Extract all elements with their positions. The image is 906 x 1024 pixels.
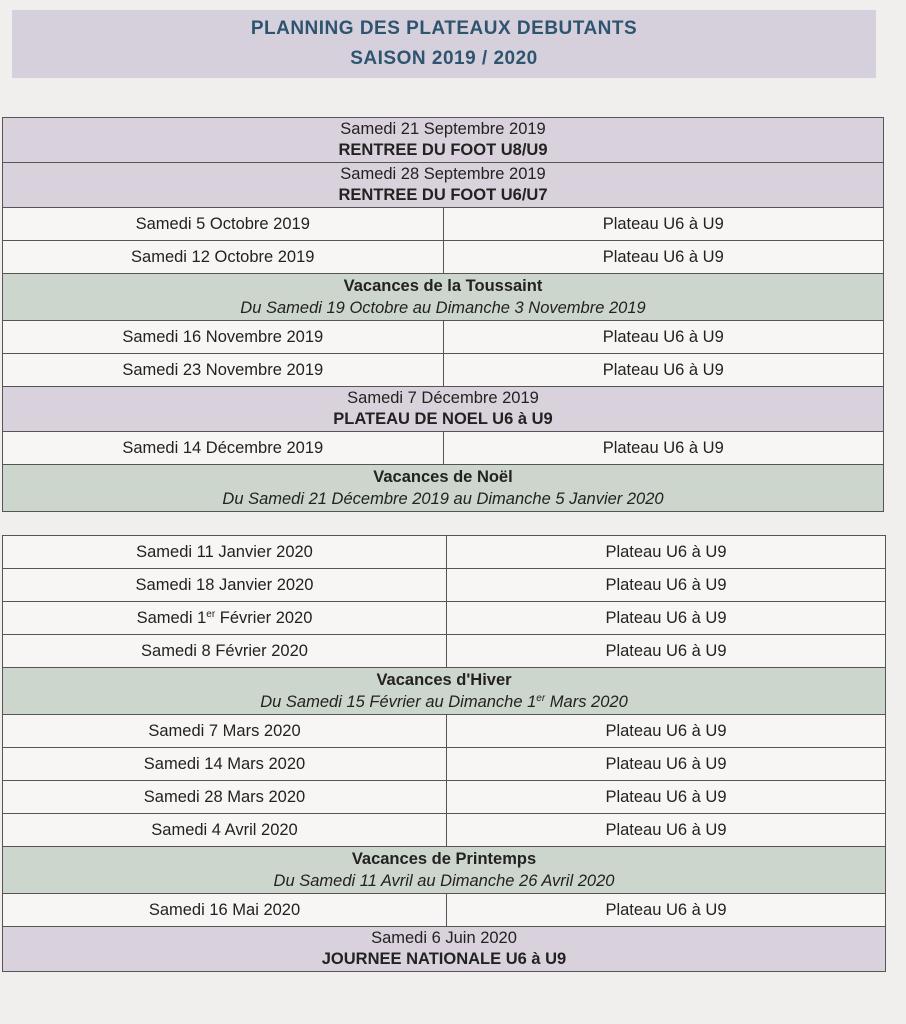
table-row [3,781,886,814]
date-cell: Samedi 16 Novembre 2019 [3,321,444,354]
event-cell: Plateau U6 à U9 [443,432,884,465]
holiday-range-text-rest: Mars 2020 [545,693,628,711]
date-cell: Samedi 5 Octobre 2019 [3,208,444,241]
event-date: Samedi 21 Septembre 2019 [340,120,546,138]
event-cell: Plateau U6 à U9 [447,635,886,668]
holiday-range: Du Samedi 11 Avril au Dimanche 26 Avril 2020 [273,872,615,890]
holiday-cell [3,465,884,512]
date-cell: Samedi 23 Novembre 2019 [3,354,444,387]
holiday-range [3,691,885,713]
holiday-name: Vacances de la Toussaint [343,277,543,295]
event-cell: Plateau U6 à U9 [447,781,886,814]
table-row [3,635,886,668]
date-ordinal: er [206,608,216,620]
special-event-cell [3,163,884,208]
table-row [3,274,884,321]
date-cell: Samedi 14 Mars 2020 [3,748,447,781]
event-cell: Plateau U6 à U9 [443,241,884,274]
event-cell: Plateau U6 à U9 [447,536,886,569]
holiday-name: Vacances de Printemps [351,850,537,868]
event-cell: Plateau U6 à U9 [443,208,884,241]
date-cell: Samedi 4 Avril 2020 [3,814,447,847]
special-event-cell [3,118,884,163]
event-cell: Plateau U6 à U9 [447,748,886,781]
table-row [3,927,886,972]
holiday-range: Du Samedi 19 Octobre au Dimanche 3 Novembre 2019 [240,299,646,317]
special-event-cell [3,387,884,432]
date-text: Samedi 1 [136,608,207,627]
table-row [3,894,886,927]
table-row [3,814,886,847]
table-row [3,847,886,894]
date-cell: Samedi 28 Mars 2020 [3,781,447,814]
schedule-table-autumn [2,117,884,512]
date-cell: Samedi 12 Octobre 2019 [3,241,444,274]
table-row [3,715,886,748]
event-cell: Plateau U6 à U9 [447,602,886,635]
event-title: RENTREE DU FOOT U8/U9 [338,141,548,159]
holiday-range-ordinal: er [536,693,546,704]
event-date: Samedi 6 Juin 2020 [371,929,517,947]
date-cell: Samedi 7 Mars 2020 [3,715,447,748]
table-row [3,321,884,354]
holiday-cell [3,274,884,321]
event-cell: Plateau U6 à U9 [447,894,886,927]
date-text-rest: Février 2020 [215,608,313,627]
event-cell: Plateau U6 à U9 [447,814,886,847]
event-cell: Plateau U6 à U9 [447,715,886,748]
event-title: RENTREE DU FOOT U6/U7 [338,186,548,204]
table-row [3,569,886,602]
page-title [12,10,876,78]
event-cell: Plateau U6 à U9 [443,354,884,387]
table-row [3,668,886,715]
event-cell: Plateau U6 à U9 [443,321,884,354]
table-row [3,432,884,465]
schedule-table-winter-spring [2,535,886,972]
holiday-cell [3,668,886,715]
title-line-2: SAISON 2019 / 2020 [350,48,538,69]
holiday-name: Vacances de Noël [373,468,513,486]
event-title: PLATEAU DE NOEL U6 à U9 [333,410,553,428]
event-date: Samedi 7 Décembre 2019 [347,389,539,407]
date-cell: Samedi 8 Février 2020 [3,635,447,668]
table-row [3,241,884,274]
table-row [3,354,884,387]
table-row [3,465,884,512]
table-row [3,118,884,163]
event-title: JOURNEE NATIONALE U6 à U9 [321,950,567,968]
holiday-name: Vacances d'Hiver [376,671,512,689]
event-cell: Plateau U6 à U9 [447,569,886,602]
date-cell: Samedi 18 Janvier 2020 [3,569,447,602]
date-cell: Samedi 11 Janvier 2020 [3,536,447,569]
holiday-cell [3,847,886,894]
table-row [3,208,884,241]
table-row [3,387,884,432]
event-date: Samedi 28 Septembre 2019 [340,165,546,183]
date-cell [3,602,447,635]
holiday-range: Du Samedi 21 Décembre 2019 au Dimanche 5 Janvier 2020 [222,490,664,508]
table-row [3,748,886,781]
table-row [3,602,886,635]
table-row [3,536,886,569]
special-event-cell [3,927,886,972]
holiday-range-text: Du Samedi 15 Février au Dimanche 1 [260,693,537,711]
title-line-1: PLANNING DES PLATEAUX DEBUTANTS [250,18,638,39]
date-cell: Samedi 14 Décembre 2019 [3,432,444,465]
table-row [3,163,884,208]
date-cell: Samedi 16 Mai 2020 [3,894,447,927]
